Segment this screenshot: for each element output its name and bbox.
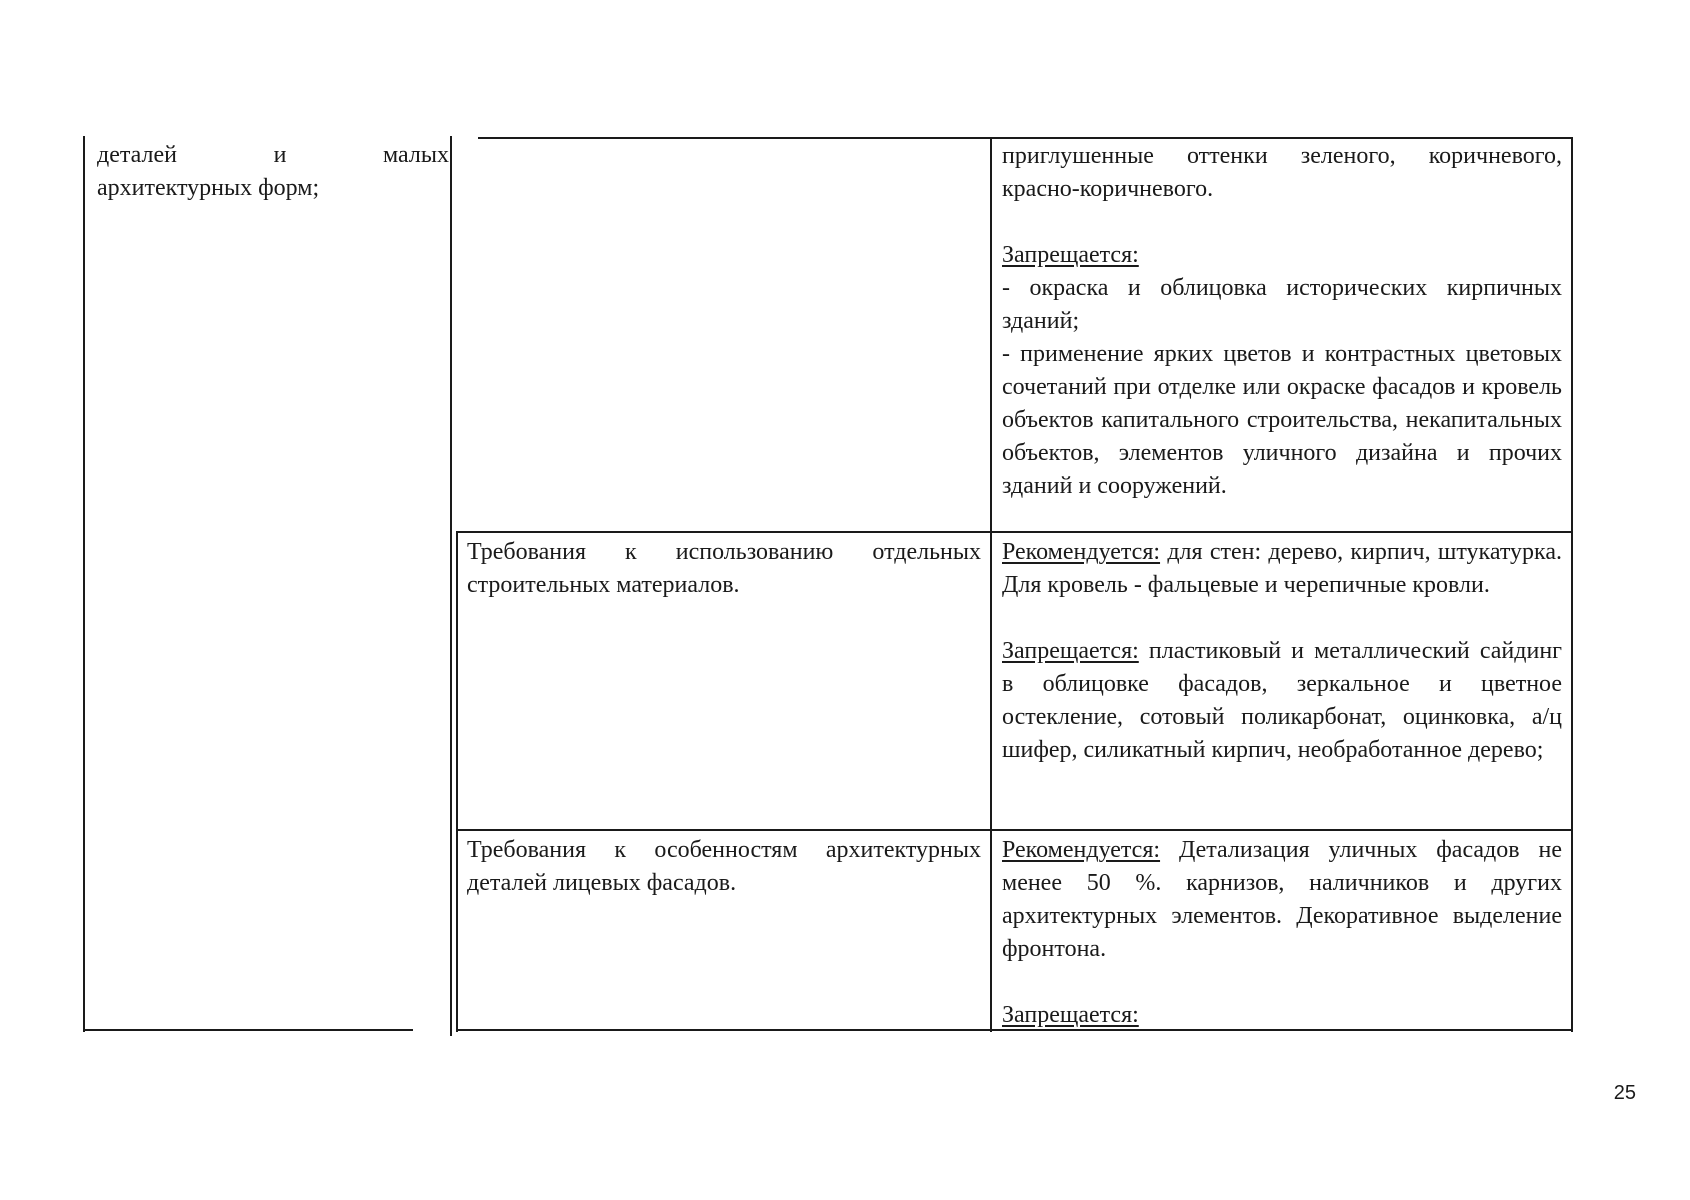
row1-prohibited-label <box>1002 239 1562 272</box>
recommended-label: Рекомендуется: <box>1002 837 1161 863</box>
row2-col3-cell <box>1002 536 1562 767</box>
row3-requirement-text: Требования к особенностям архитектурных деталей лицевых фасадов. <box>467 837 981 896</box>
prohibited-text: пластиковый и металлический сайдинг в облицовке фасадов, зеркальное и цветное остекление, сотовый поликарбонат, оцинковка, а/ц шифер, силикатный кирпич, необработанное дерево; <box>1002 638 1562 763</box>
row2-bottom-border <box>456 829 1573 831</box>
table-top-border <box>478 137 1572 139</box>
col2-col3-divider <box>990 137 992 1032</box>
prohibited-label: Запрещается: <box>1002 638 1139 664</box>
row1-bottom-border <box>456 531 1573 533</box>
col1-left-border <box>83 136 85 1032</box>
recommended-text: Детализация уличных фасадов не менее 50 %. карнизов, наличников и других архитектурных элементов. Декоративное выделение фронтона. <box>1002 837 1562 962</box>
prohibited-label: Запрещается: <box>1002 242 1139 268</box>
row3-prohibited <box>1002 999 1562 1032</box>
row3-requirement-cell <box>467 834 981 900</box>
recommended-label: Рекомендуется: <box>1002 539 1161 565</box>
row1-col3-cell <box>1002 140 1562 503</box>
row2-prohibited <box>1002 635 1562 767</box>
col1-line1: деталей и малых <box>97 142 449 168</box>
row2-requirement-text: Требования к использованию отдельных строительных материалов. <box>467 539 981 598</box>
row2-requirement-cell <box>467 536 981 602</box>
row3-col3-cell <box>1002 834 1562 1032</box>
col3-right-border <box>1571 137 1573 1032</box>
row1-prohibited-item2: - применение ярких цветов и контрастных цветовых сочетаний при отделке или окраске фасадов и кровель объектов капитального строительства, некапитальных объектов, элементов уличного дизайна и прочих зданий и сооружений. <box>1002 341 1562 499</box>
page-number: 25 <box>1613 1082 1636 1104</box>
recommended-text: для стен: дерево, кирпич, штукатурка. Для кровель - фальцевые и черепичные кровли. <box>1002 539 1562 598</box>
col1-cell <box>97 139 449 205</box>
row3-recommended <box>1002 834 1562 966</box>
col1-right-border <box>450 136 452 1036</box>
col2-left-border <box>456 532 458 1032</box>
row2-recommended <box>1002 536 1562 602</box>
col1-line2: архитектурных форм; <box>97 175 320 201</box>
prohibited-label: Запрещается: <box>1002 1002 1139 1028</box>
row1-lead-text: приглушенные оттенки зеленого, коричневого, красно-коричневого. <box>1002 143 1562 202</box>
row1-prohibited-item1: - окраска и облицовка исторических кирпичных зданий; <box>1002 275 1562 334</box>
col1-bottom-border <box>83 1029 413 1031</box>
